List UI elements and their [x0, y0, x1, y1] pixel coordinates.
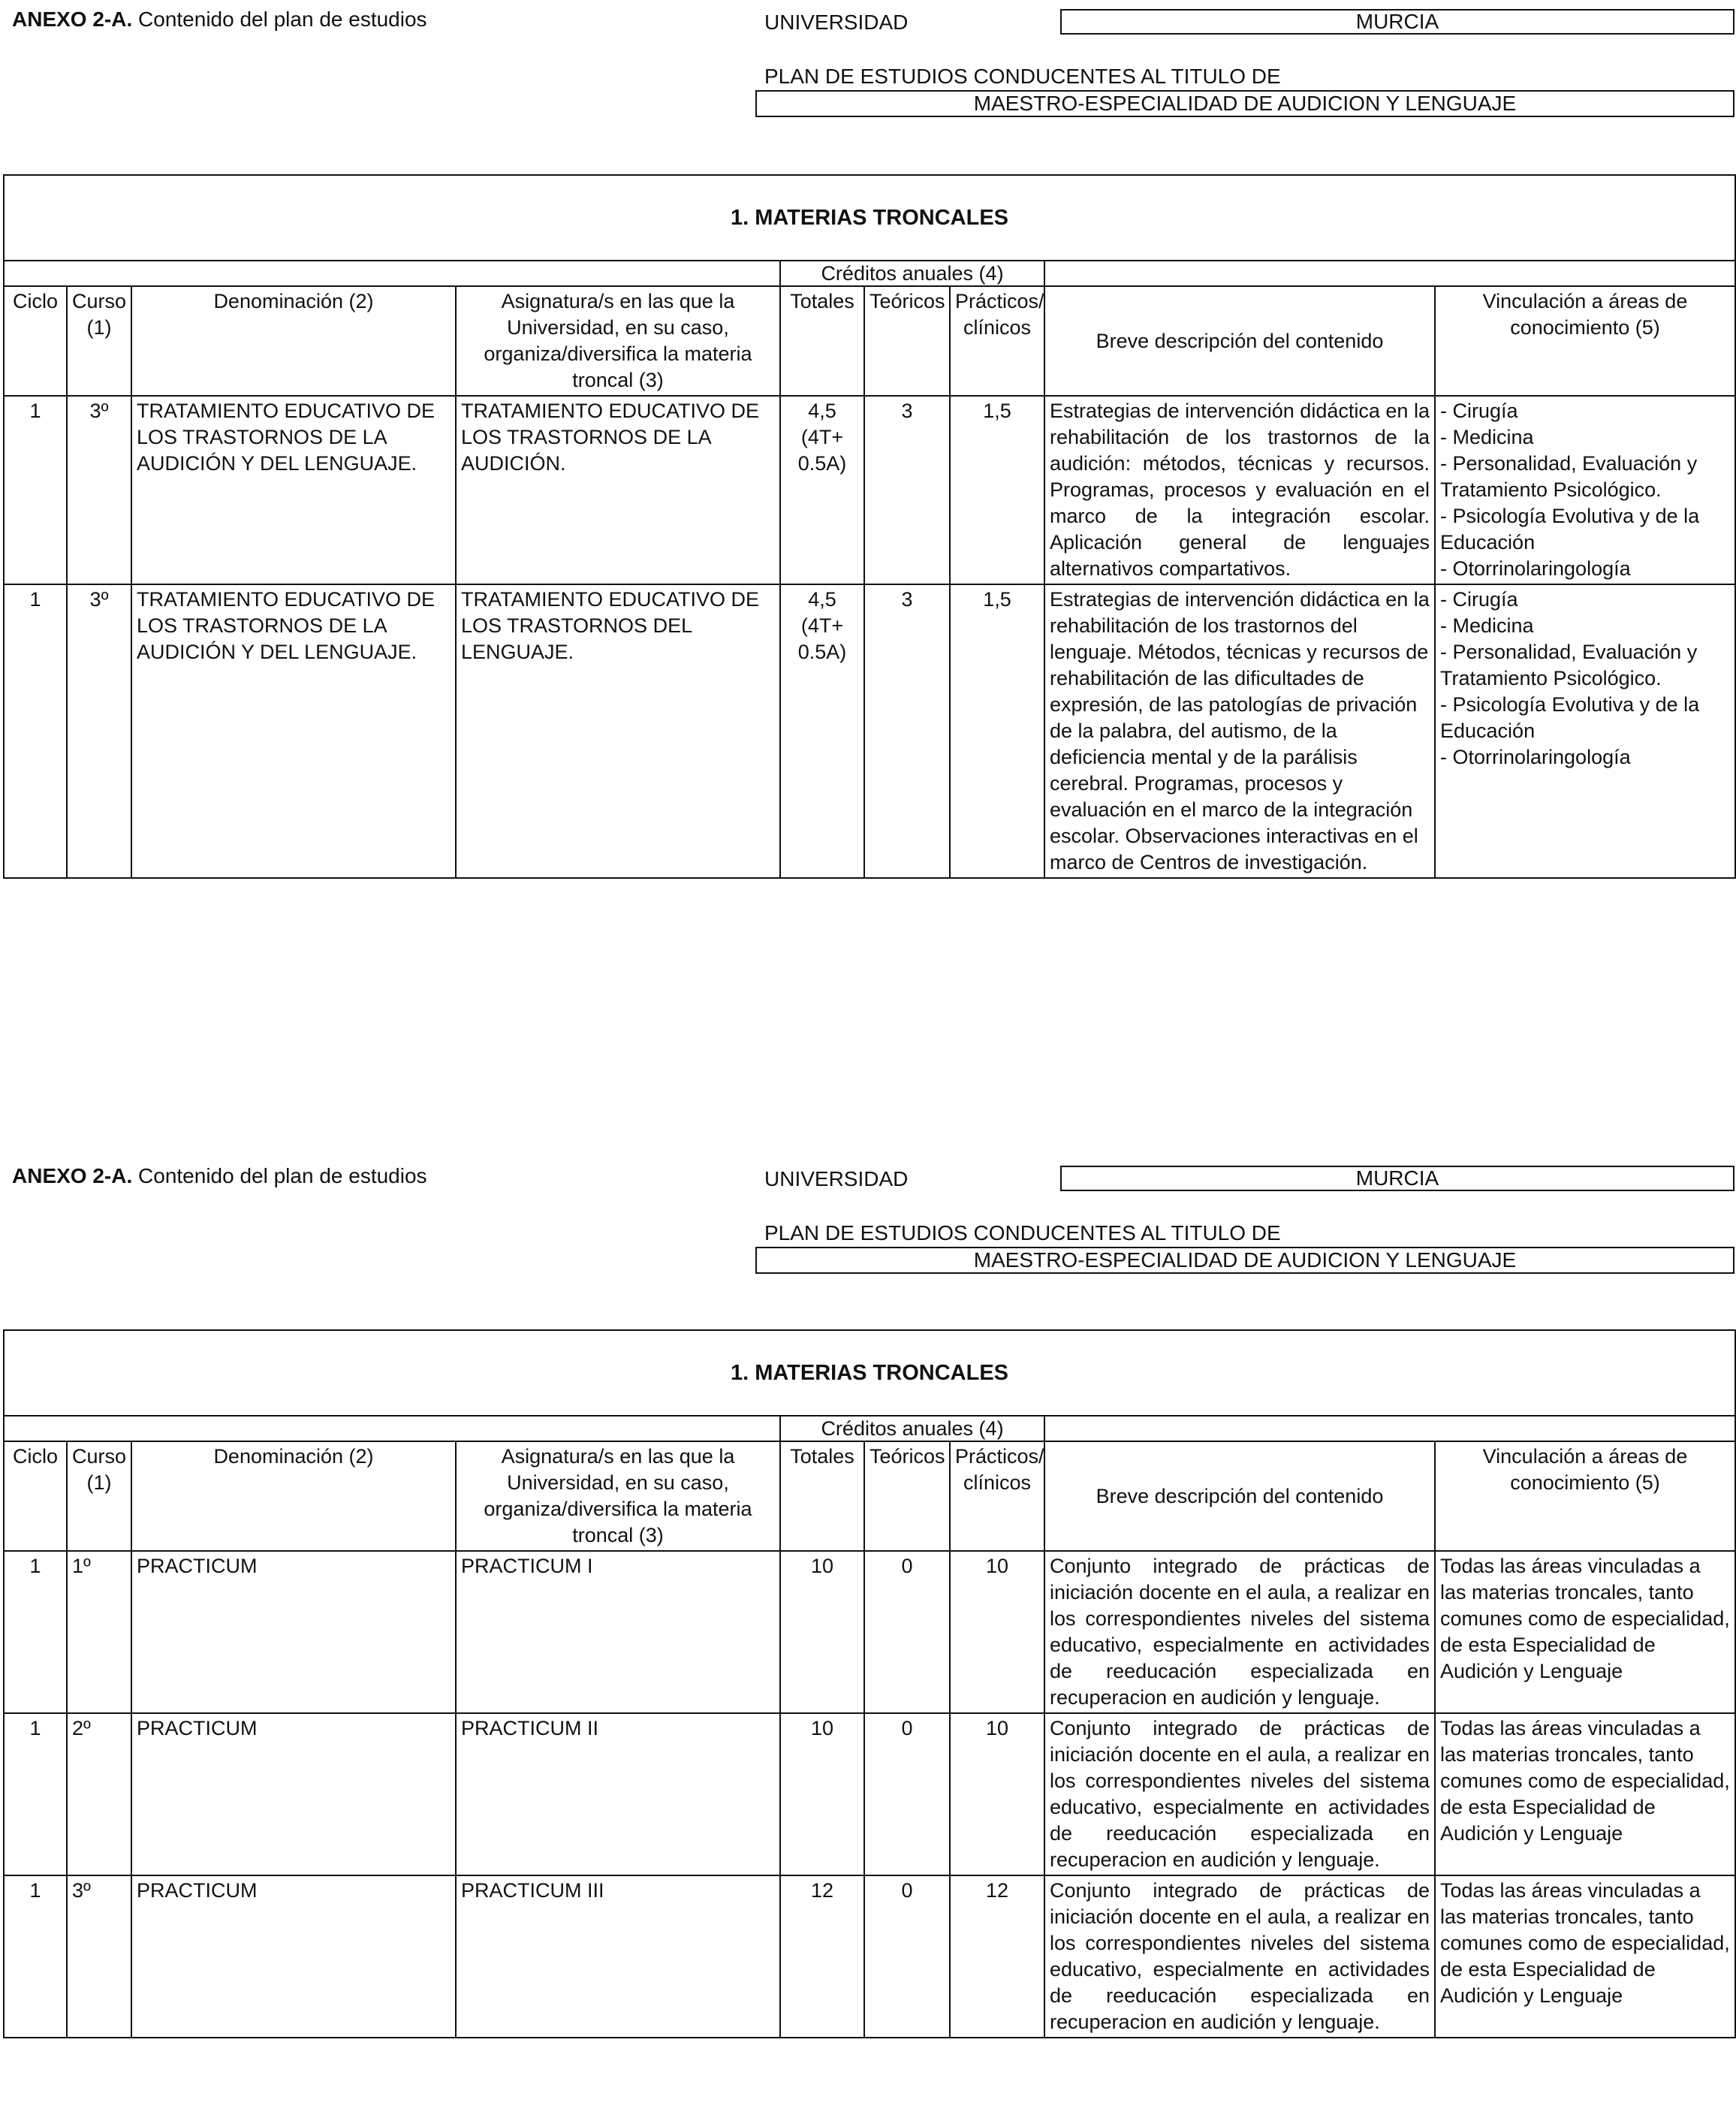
cell-denominacion: TRATAMIENTO EDUCATIVO DE LOS TRASTORNOS DE LA AUDICIÓN Y DEL LENGUAJE.	[131, 396, 456, 584]
cell-curso: 3º	[67, 396, 131, 584]
cell-denominacion: PRACTICUM	[131, 1875, 456, 2038]
col-header-ciclo: Ciclo	[4, 1441, 67, 1551]
cell-ciclo: 1	[4, 1551, 67, 1713]
cell-practicos: 1,5	[950, 584, 1044, 878]
col-header-teoricos: Teóricos	[864, 1441, 950, 1551]
cell-descripcion: Conjunto integrado de prácticas de iniciación docente en el aula, a realizar en los correspondientes niveles del sistema educativo, especialmente en actividades de reeducación especializada en recuperacion en audición y lenguaje.	[1044, 1875, 1435, 2038]
header-spacer	[1044, 261, 1735, 286]
annex-label: ANEXO 2-A.	[12, 1164, 133, 1187]
cell-vinculacion: - Cirugía - Medicina - Personalidad, Evaluación y Tratamiento Psicológico. - Psicología Evolutiva y de la Educación - Otorrinolaringología	[1435, 584, 1735, 878]
cell-curso: 1º	[67, 1551, 131, 1713]
university-label: UNIVERSIDAD	[764, 1167, 909, 1190]
cell-totales: 12	[780, 1875, 864, 2038]
table-row	[4, 1551, 1735, 1713]
university-value-box: MURCIA	[1060, 9, 1734, 35]
cell-asignatura: TRATAMIENTO EDUCATIVO DE LOS TRASTORNOS DE LA AUDICIÓN.	[456, 396, 780, 584]
annex-text: Contenido del plan de estudios	[132, 1164, 427, 1187]
credits-header: Créditos anuales (4)	[780, 1416, 1044, 1441]
col-header-curso: Curso (1)	[67, 1441, 131, 1551]
plan-title-box: MAESTRO-ESPECIALIDAD DE AUDICION Y LENGUAJE	[755, 1247, 1734, 1274]
cell-curso: 3º	[67, 1875, 131, 2038]
cell-asignatura: PRACTICUM III	[456, 1875, 780, 2038]
plan-title-box: MAESTRO-ESPECIALIDAD DE AUDICION Y LENGUAJE	[755, 90, 1734, 117]
cell-descripcion: Estrategias de intervención didáctica en la rehabilitación de los trastornos de la audición: métodos, técnicas y recursos. Programas, procesos y evaluación en el marco de la integración escolar. Aplicación general de lenguajes alternativos compartativos.	[1044, 396, 1435, 584]
header-spacer	[4, 261, 780, 286]
materias-troncales-table	[3, 1329, 1736, 2038]
annex-text: Contenido del plan de estudios	[132, 8, 427, 31]
university-value-box: MURCIA	[1060, 1166, 1734, 1191]
cell-totales: 10	[780, 1713, 864, 1875]
section-title: 1. MATERIAS TRONCALES	[4, 175, 1735, 261]
cell-asignatura: PRACTICUM I	[456, 1551, 780, 1713]
table-row	[4, 396, 1735, 584]
col-header-teoricos: Teóricos	[864, 286, 950, 396]
plan-label: PLAN DE ESTUDIOS CONDUCENTES AL TITULO DE	[764, 1221, 1281, 1245]
header-spacer	[4, 1416, 780, 1441]
col-header-practicos: Prácticos/ clínicos	[950, 1441, 1044, 1551]
cell-vinculacion: Todas las áreas vinculadas a las materias troncales, tanto comunes como de especialidad, de esta Especialidad de Audición y Lenguaje	[1435, 1875, 1735, 2038]
cell-practicos: 10	[950, 1713, 1044, 1875]
cell-totales: 4,5 (4T+ 0.5A)	[780, 584, 864, 878]
cell-totales: 4,5 (4T+ 0.5A)	[780, 396, 864, 584]
annex-label: ANEXO 2-A.	[12, 8, 133, 31]
col-header-denominacion: Denominación (2)	[131, 286, 456, 396]
cell-asignatura: PRACTICUM II	[456, 1713, 780, 1875]
cell-curso: 2º	[67, 1713, 131, 1875]
annex-heading	[12, 1164, 427, 1188]
cell-teoricos: 3	[864, 584, 950, 878]
credits-header: Créditos anuales (4)	[780, 261, 1044, 286]
cell-teoricos: 0	[864, 1551, 950, 1713]
col-header-descripcion: Breve descripción del contenido	[1044, 1441, 1435, 1551]
cell-denominacion: PRACTICUM	[131, 1551, 456, 1713]
materias-troncales-table	[3, 174, 1736, 879]
col-header-ciclo: Ciclo	[4, 286, 67, 396]
table-row	[4, 1875, 1735, 2038]
col-header-totales: Totales	[780, 1441, 864, 1551]
cell-practicos: 1,5	[950, 396, 1044, 584]
cell-vinculacion: - Cirugía - Medicina - Personalidad, Evaluación y Tratamiento Psicológico. - Psicología Evolutiva y de la Educación - Otorrinolaringología	[1435, 396, 1735, 584]
cell-denominacion: PRACTICUM	[131, 1713, 456, 1875]
cell-vinculacion: Todas las áreas vinculadas a las materias troncales, tanto comunes como de especialidad, de esta Especialidad de Audición y Lenguaje	[1435, 1713, 1735, 1875]
cell-ciclo: 1	[4, 584, 67, 878]
cell-descripcion: Conjunto integrado de prácticas de iniciación docente en el aula, a realizar en los correspondientes niveles del sistema educativo, especialmente en actividades de reeducación especializada en recuperacion en audición y lenguaje.	[1044, 1713, 1435, 1875]
cell-practicos: 10	[950, 1551, 1044, 1713]
cell-denominacion: TRATAMIENTO EDUCATIVO DE LOS TRASTORNOS DE LA AUDICIÓN Y DEL LENGUAJE.	[131, 584, 456, 878]
table-row	[4, 584, 1735, 878]
col-header-vinculacion: Vinculación a áreas de conocimiento (5)	[1435, 286, 1735, 396]
table-row	[4, 1713, 1735, 1875]
cell-ciclo: 1	[4, 1875, 67, 2038]
cell-curso: 3º	[67, 584, 131, 878]
cell-practicos: 12	[950, 1875, 1044, 2038]
col-header-practicos: Prácticos/ clínicos	[950, 286, 1044, 396]
header-spacer	[1044, 1416, 1735, 1441]
cell-asignatura: TRATAMIENTO EDUCATIVO DE LOS TRASTORNOS DEL LENGUAJE.	[456, 584, 780, 878]
col-header-asignatura: Asignatura/s en las que la Universidad, en su caso, organiza/diversifica la materia troncal (3)	[456, 1441, 780, 1551]
cell-teoricos: 3	[864, 396, 950, 584]
cell-teoricos: 0	[864, 1875, 950, 2038]
cell-vinculacion: Todas las áreas vinculadas a las materias troncales, tanto comunes como de especialidad, de esta Especialidad de Audición y Lenguaje	[1435, 1551, 1735, 1713]
cell-descripcion: Conjunto integrado de prácticas de iniciación docente en el aula, a realizar en los correspondientes niveles del sistema educativo, especialmente en actividades de reeducación especializada en recuperacion en audición y lenguaje.	[1044, 1551, 1435, 1713]
cell-ciclo: 1	[4, 396, 67, 584]
university-label: UNIVERSIDAD	[764, 11, 909, 34]
annex-heading	[12, 8, 427, 32]
section-title: 1. MATERIAS TRONCALES	[4, 1330, 1735, 1416]
cell-teoricos: 0	[864, 1713, 950, 1875]
col-header-asignatura: Asignatura/s en las que la Universidad, en su caso, organiza/diversifica la materia troncal (3)	[456, 286, 780, 396]
col-header-descripcion: Breve descripción del contenido	[1044, 286, 1435, 396]
col-header-vinculacion: Vinculación a áreas de conocimiento (5)	[1435, 1441, 1735, 1551]
col-header-denominacion: Denominación (2)	[131, 1441, 456, 1551]
cell-ciclo: 1	[4, 1713, 67, 1875]
col-header-totales: Totales	[780, 286, 864, 396]
plan-label: PLAN DE ESTUDIOS CONDUCENTES AL TITULO DE	[764, 65, 1281, 88]
cell-totales: 10	[780, 1551, 864, 1713]
cell-descripcion: Estrategias de intervención didáctica en la rehabilitación de los trastornos del lenguaje. Métodos, técnicas y recursos de rehabilitación de las dificultades de expresión, de las patologías de privación de la palabra, del autismo, de la deficiencia mental y de la parálisis cerebral. Programas, procesos y evaluación en el marco de la integración escolar. Observaciones interactivas en el marco de Centros de investigación.	[1044, 584, 1435, 878]
col-header-curso: Curso (1)	[67, 286, 131, 396]
